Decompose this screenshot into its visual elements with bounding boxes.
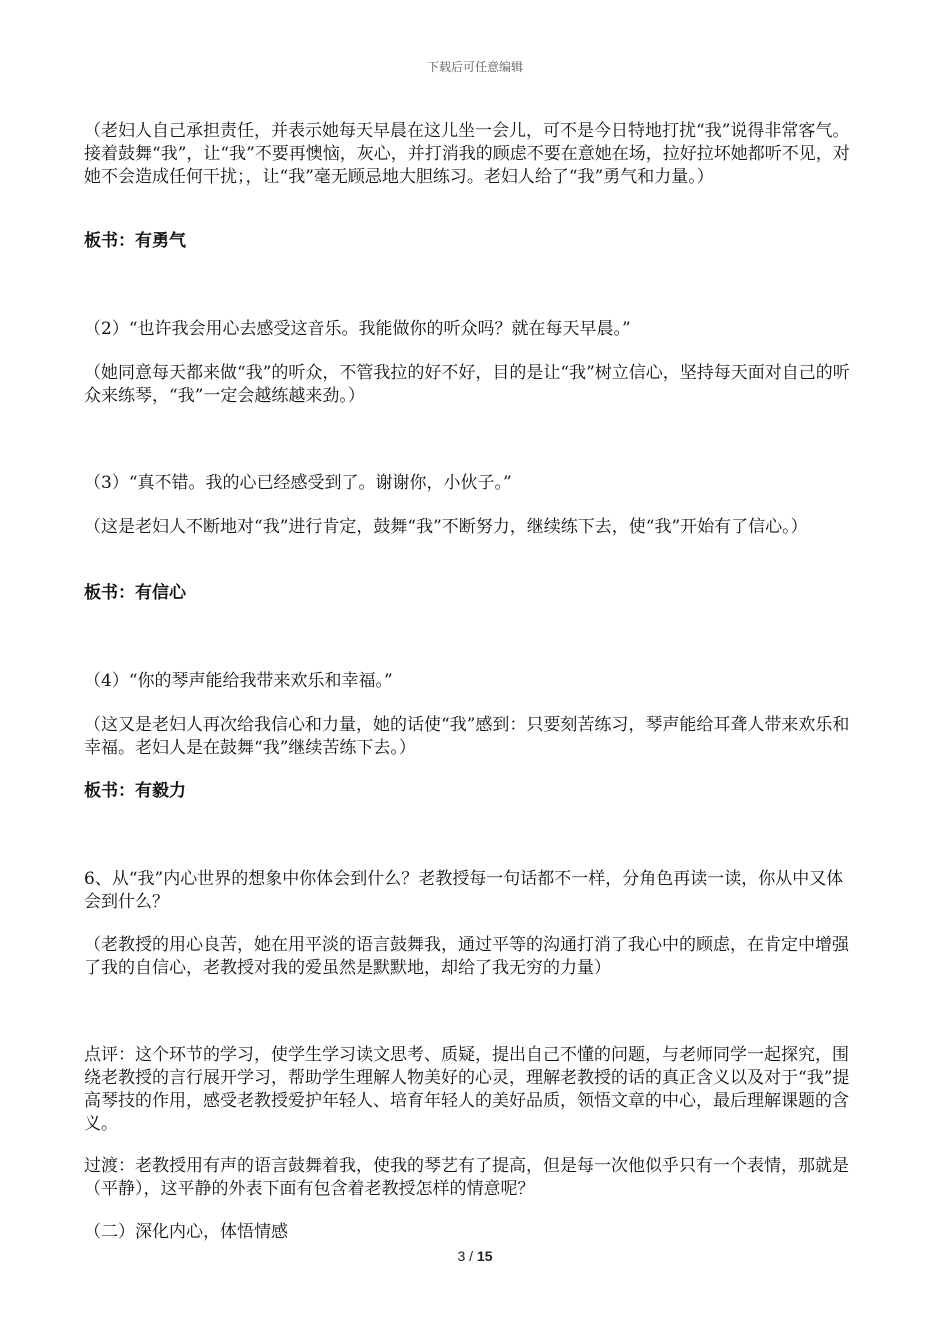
paragraph-listener: （她同意每天都来做“我”的听众，不管我拉的好不好，目的是让“我”树立信心，坚持每天面对自己的听众来练琴，“我”一定会越练越来劲。） — [84, 363, 850, 406]
paragraph-confidence: （这是老妇人不断地对“我”进行肯定，鼓舞“我”不断努力，继续练下去，使“我”开始有了信心。） — [84, 517, 808, 537]
quote-2: （2）“也许我会用心去感受这音乐。我能做你的听众吗？就在每天早晨。” — [84, 319, 631, 339]
question-6: 6、从“我”内心世界的想象中你体会到什么？老教授每一句话都不一样，分角色再读一读，你从中又体会到什么？ — [84, 869, 844, 912]
blackboard-note-perseverance: 板书：有毅力 — [84, 781, 186, 801]
page-number — [0, 1248, 950, 1264]
paragraph-perseverance: （这又是老妇人再次给我信心和力量，她的话使“我”感到：只要刻苦练习，琴声能给耳聋人带来欢乐和幸福。老妇人是在鼓舞“我”继续苦练下去。） — [84, 715, 850, 758]
page-separator: / — [465, 1248, 477, 1264]
page-total: 15 — [476, 1248, 493, 1264]
quote-4: （4）“你的琴声能给我带来欢乐和幸福。” — [84, 671, 393, 691]
blackboard-note-courage: 板书：有勇气 — [84, 231, 186, 251]
quote-3: （3）“真不错。我的心已经感受到了。谢谢你，小伙子。” — [84, 473, 512, 493]
section-heading: （二）深化内心，体悟情感 — [84, 1222, 288, 1242]
paragraph-transition: 过渡：老教授用有声的语言鼓舞着我，使我的琴艺有了提高，但是每一次他似乎只有一个表情，那就是（平静），这平静的外表下面有包含着老教授怎样的情意呢？ — [84, 1156, 849, 1199]
paragraph-professor-intent: （老教授的用心良苦，她在用平淡的语言鼓舞我，通过平等的沟通打消了我心中的顾虑，在肯定中增强了我的自信心，老教授对我的爱虽然是默默地，却给了我无穷的力量） — [84, 935, 849, 978]
page-current: 3 — [457, 1248, 466, 1264]
paragraph-old-woman-encourages: （老妇人自己承担责任，并表示她每天早晨在这儿坐一会儿，可不是今日特地打扰“我”说得非常客气。接着鼓舞“我”，让“我”不要再懊恼，灰心，并打消我的顾虑不要在意她在场，拉好拉坏她都听不见，对她不会造成任何干扰；，让“我”毫无顾忌地大胆练习。老妇人给了“我”勇气和力量。） — [84, 121, 850, 187]
page-header: 下载后可任意编辑 — [426, 60, 523, 74]
blackboard-note-confidence: 板书：有信心 — [84, 583, 186, 603]
paragraph-comment: 点评：这个环节的学习，使学生学习读文思考、质疑，提出自己不懂的问题，与老师同学一起探究，围绕老教授的言行展开学习，帮助学生理解人物美好的心灵，理解老教授的话的真正含义以及对于“我”提高琴技的作用，感受老教授爱护年轻人、培育年轻人的美好品质，领悟文章的中心，最后理解课题的含义。 — [84, 1045, 850, 1134]
